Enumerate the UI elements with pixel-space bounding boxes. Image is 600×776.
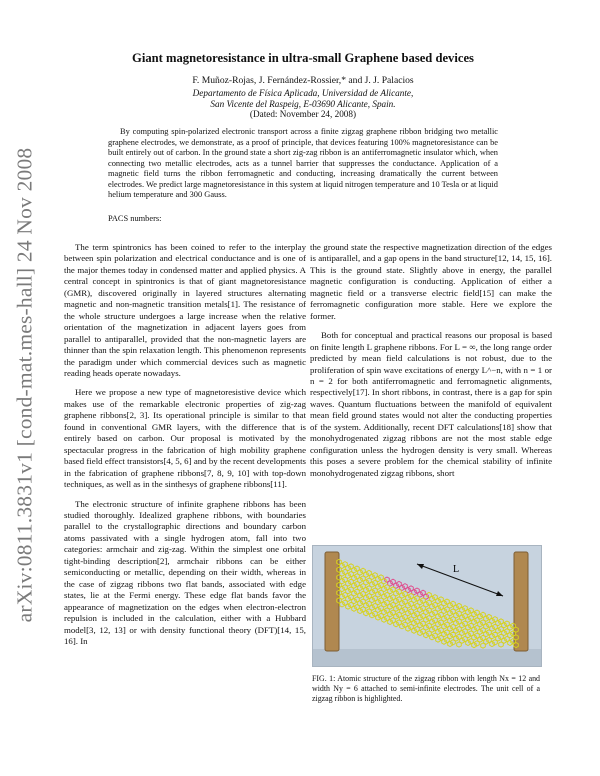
pacs-numbers: PACS numbers: (108, 214, 162, 223)
lattice-hexagon (481, 643, 486, 648)
dated-line: (Dated: November 24, 2008) (249, 109, 357, 119)
substrate-base (313, 649, 541, 666)
paragraph: The electronic structure of infinite graphene ribbons has been studied thoroughly. Idealized graphene ribbons, with boundaries parallel to the crystallographic directions and boundary carbon atoms passivated with a single hydrogen atom, fall into two categories: armchair and zig-zag. Within the simplest one orbital tight-binding description[2], armchair ribbons can be either semiconducting or metallic, depending on their width, whereas in the case of zigzag ribbons two flat bands, associated with edge states, lie at the Fermi energy. These edge flat bands favor the appearance of magnetization on the edges when electron-electron repulsion is included in the calculation, either with a Hubbard model[3, 12, 13] or with density functional theory (DFT)[14, 15, 16]. In (64, 498, 306, 646)
graphene-lattice (337, 559, 519, 648)
lattice-hexagon (499, 642, 504, 647)
length-arrow (417, 564, 503, 596)
lattice-hexagon (457, 642, 462, 647)
paragraph: Both for conceptual and practical reasons our proposal is based on finite length L graphene ribbons. For L = ∞, the long range order predicted by mean field calculations is not robust, due to the proliferation of spin wave excitations of energy L^−n, with n = 1 or n = 2 for both antiferromagnetic and ferromagnetic alignments, respectively[17]. In short ribbons, in contrast, there is a gap for spin waves. Quantum fluctuations between the manifold of equivalent mean field ground states would not alter the conducting properties of the system. Additionally, recent DFT calculations[18] show that monohydrogenated zigzag ribbons are not the most stable edge configuration unless the hydrogen density is very small. Whereas this poses a severe problem for the chemical stability of infinite monohydrogenated zigzag ribbons, short (310, 330, 552, 478)
arxiv-stamp (6, 147, 44, 623)
author-list: F. Muñoz-Rojas, J. Fernández-Rossier,* and J. J. Palacios (192, 75, 414, 86)
paragraph: the ground state the respective magnetization direction of the edges is antiparallel, and a gap opens in the band structure[12, 14, 15, 16]. This is the ground state. Slightly above in energy, the parallel magnetic configuration is conducting. Application of either a magnetic field or a transverse electric field[15] can make the ferromagnetic configuration more stable. Here we explore the former. (310, 242, 552, 321)
length-label: L (453, 564, 460, 575)
length-arrow-head-right (496, 591, 503, 596)
arxiv-stamp-text: arXiv:0811.3831v1 [cond-mat.mes-hall] 24 Nov 2008 (12, 147, 37, 623)
figure-caption: FIG. 1: Atomic structure of the zigzag ribbon with length Nx = 12 and width Ny = 6 attached to semi-infinite electrodes. The unit cell of a zigzag ribbon is highlighted. (312, 674, 540, 704)
paragraph: The term spintronics has been coined to refer to the interplay between spin polarization and electrical conductance and is one of the major themes today in condensed matter and applied physics. A central concept in spintronics is that of giant magnetoresistance (GMR), discovered originally in layered structures alternating magnetic and non-magnetic transition metals[1]. The resistance of the whole structure undergoes a large increase when the relative orientation of the magnetization in adjacent layers goes from parallel to antiparallel, provided that the non-magnetic layers are thinner than the spin relaxation length. This phenomenon represents the paradigm under which commercial devices such as magnetic reading heads operate nowadays. (64, 242, 306, 378)
right-column (310, 242, 552, 487)
paper-title: Giant magnetoresistance in ultra-small Graphene based devices (132, 51, 474, 65)
left-column (64, 242, 306, 655)
abstract: By computing spin-polarized electronic transport across a finite zigzag graphene ribbon bridging two metallic graphene electrodes, we demonstrate, as a proof of principle, that devices featuring 100% magnetoresistance can be built entirely out of carbon. In the ground state a short zig-zag ribbon is an antiferromagnetic insulator which, when connecting two metallic electrodes, acts as a tunnel barrier that suppresses the conductance. Application of a magnetic field turns the ribbon ferromagnetic and conducting, increasing dramatically the current between electrodes. We predict large magnetoresistance in this system at liquid nitrogen temperature and 10 Tesla or at liquid helium temperature and 300 Gauss. (108, 127, 498, 200)
right-electrode (514, 552, 528, 651)
ribbon-illustration (313, 546, 541, 666)
length-arrow-head-left (417, 564, 424, 569)
affiliation-line-2: San Vicente del Raspeig, E-03690 Alicante, Spain. (210, 98, 396, 109)
paragraph: Here we propose a new type of magnetoresistive device which makes use of the remarkable electronic properties of zig-zag graphene ribbons[2, 3]. Its operational principle is similar to that found in conventional GMR layers, with the difference that is entirely based on carbon. Our proposal is motivated by the spectacular progress in the fabrication of high mobility graphene based field effect transistors[4, 5, 6] and by the recent developments in the fabrication of graphene ribbons[7, 8, 9, 10] with top-down techniques, as well as in the sinthesys of graphene ribbons[11]. (64, 387, 306, 490)
figure-ribbon-structure (312, 545, 542, 667)
affiliation-line-1: Departamento de Física Aplicada, Universidad de Alicante, (192, 88, 414, 98)
